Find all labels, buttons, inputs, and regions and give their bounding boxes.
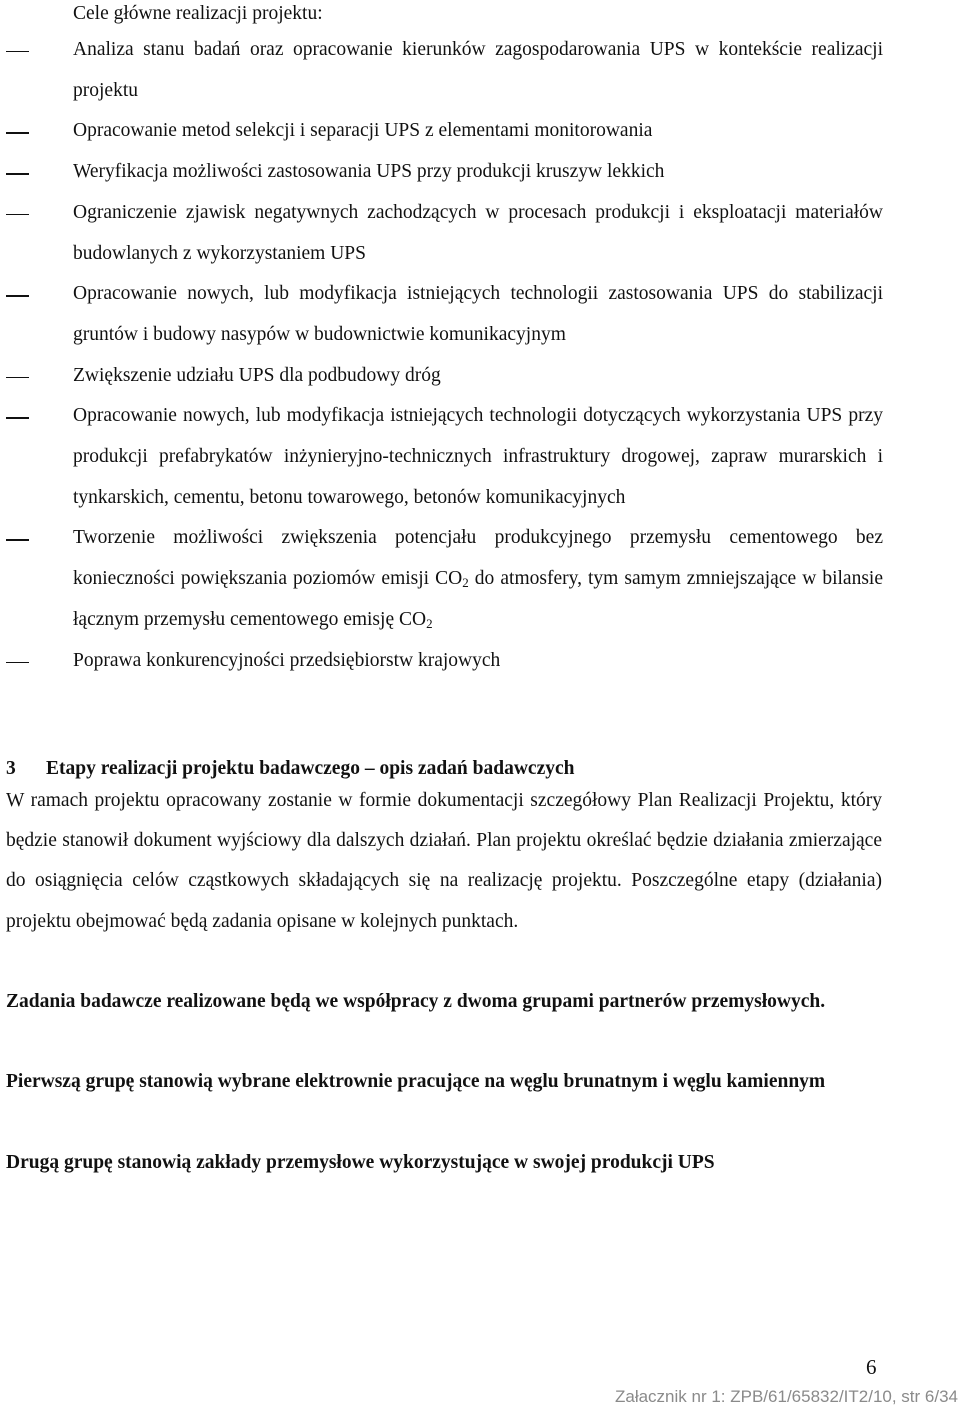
section-number: 3 [6, 758, 16, 779]
list-item [0, 356, 883, 397]
list-item-text: Opracowanie metod selekcji i separacji UPS z elementami monitorowania [73, 120, 653, 142]
dash-bullet-icon [6, 377, 29, 378]
subscript: 2 [426, 615, 433, 631]
dash-bullet-icon [6, 173, 29, 174]
dash-bullet-icon [6, 51, 29, 52]
bold-paragraph: Pierwszą grupę stanowią wybrane elektrownie pracujące na węglu brunatnym i węglu kamiennym [6, 1071, 826, 1092]
page-footer: Załacznik nr 1: ZPB/61/65832/IT2/10, str 6/34 [614, 1387, 958, 1406]
list-item [0, 641, 883, 682]
list-item-text-part: Tworzenie możliwości zwiększenia potencjału produkcyjnego przemysłu cementowego bez konieczności powiększania poziomów emisji CO [73, 527, 883, 590]
list-item [0, 396, 883, 518]
dash-bullet-icon [6, 295, 29, 296]
list-item [0, 30, 883, 111]
dash-bullet-icon [6, 132, 29, 133]
list-item [0, 274, 883, 355]
list-item-text: Weryfikacja możliwości zastosowania UPS przy produkcji kruszyw lekkich [73, 161, 665, 183]
list-item [0, 111, 883, 152]
list-item-text: Ograniczenie zjawisk negatywnych zachodzących w procesach produkcji i eksploatacji materiałów budowlanych z wykorzystaniem UPS [73, 201, 883, 264]
body-paragraph: W ramach projektu opracowany zostanie w formie dokumentacji szczegółowy Plan Realizacji Projektu, który będzie stanowił dokument wyjściowy dla dalszych działań. Plan projektu określać będzie działania zmierzające do osiągnięcia celów cząstkowych składających się na realizację projektu. Poszczególne etapy (działania) projektu obejmować będą zadania opisane w kolejnych punktach. [6, 790, 882, 932]
list-item [0, 193, 883, 274]
list-item-text: Opracowanie nowych, lub modyfikacja istniejących technologii zastosowania UPS do stabilizacji gruntów i budowy nasypów w budownictwie komunikacyjnym [73, 283, 883, 345]
dash-bullet-icon [6, 662, 29, 663]
goals-list [0, 30, 960, 681]
goals-heading: Cele główne realizacji projektu: [73, 3, 323, 24]
dash-bullet-icon [6, 417, 29, 418]
page-number: 6 [866, 1355, 877, 1379]
list-item [0, 518, 883, 640]
list-item-text-part: do atmosfery, tym samym zmniejszające w bilansie łącznym przemysłu cementowego emisję CO [73, 568, 884, 630]
list-item [0, 152, 883, 193]
subscript: 2 [462, 575, 469, 591]
list-item-text: Analiza stanu badań oraz opracowanie kierunków zagospodarowania UPS w kontekście realizacji projektu [73, 39, 883, 101]
list-item-text: Zwiększenie udziału UPS dla podbudowy dróg [73, 364, 441, 386]
bold-paragraph: Drugą grupę stanowią zakłady przemysłowe wykorzystujące w swojej produkcji UPS [6, 1152, 715, 1173]
list-item-text: Poprawa konkurencyjności przedsiębiorstw krajowych [73, 649, 501, 671]
bold-paragraph: Zadania badawcze realizowane będą we współpracy z dwoma grupami partnerów przemysłowych. [6, 991, 826, 1012]
dash-bullet-icon [6, 539, 29, 540]
section-title-text: Etapy realizacji projektu badawczego – opis zadań badawczych [46, 758, 575, 779]
dash-bullet-icon [6, 214, 29, 215]
list-item-text [73, 527, 883, 629]
list-item-text: Opracowanie nowych, lub modyfikacja istniejących technologii dotyczących wykorzystania UPS przy produkcji prefabrykatów inżynieryjno-technicznych infrastruktury drogowej, zapraw murarskich i tynkarskich, cementu, betonu towarowego, betonów komunikacyjnych [73, 405, 883, 508]
